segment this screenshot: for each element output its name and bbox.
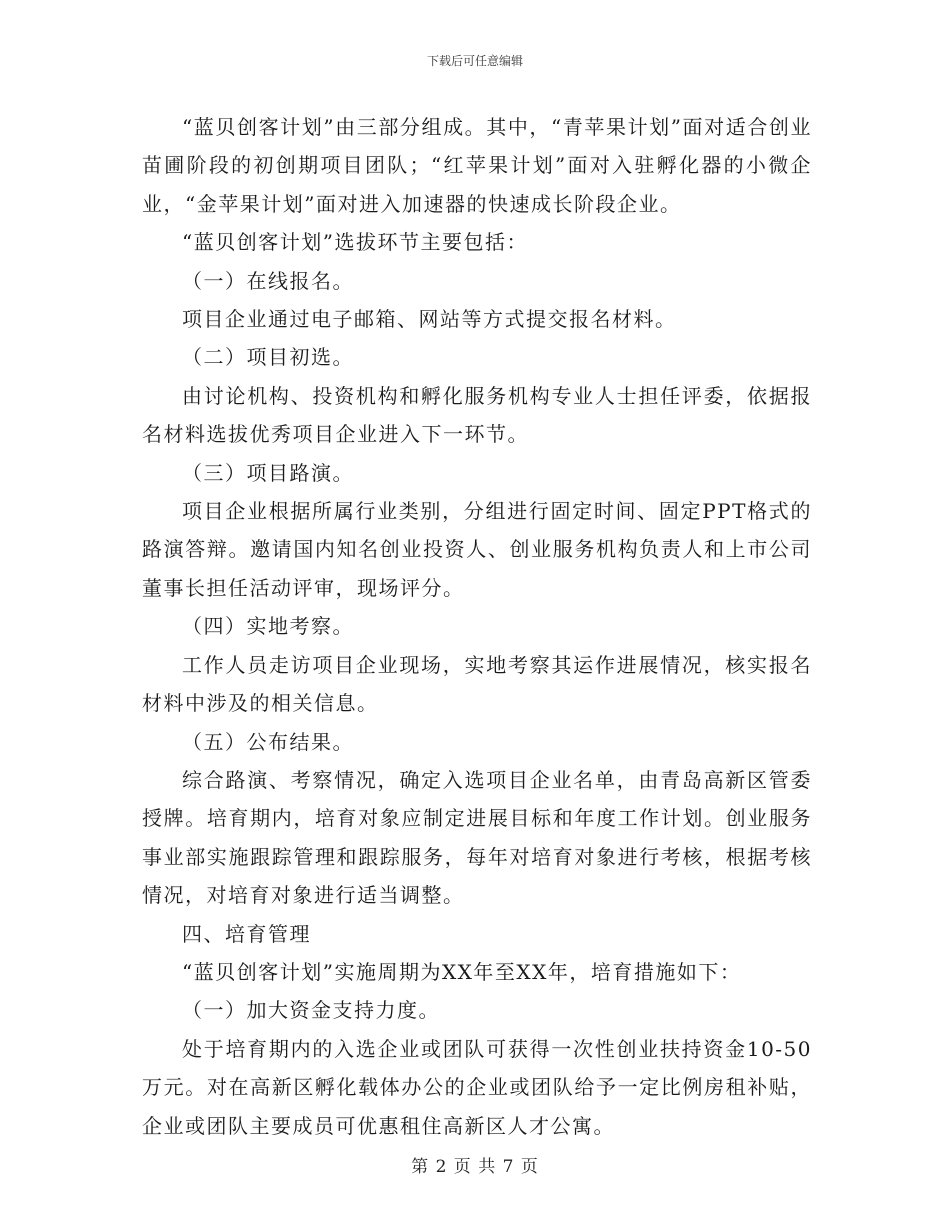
page-header: 下载后可任意编辑 bbox=[426, 54, 523, 68]
paragraph: 项目企业通过电子邮箱、网站等方式提交报名材料。 bbox=[182, 307, 677, 332]
section-heading: （一）加大资金支持力度。 bbox=[182, 998, 440, 1023]
paragraph: 工作人员走访项目企业现场，实地考察其运作进展情况，核实报名材料中涉及的相关信息。 bbox=[142, 652, 812, 716]
page-number: 第 2 页 共 7 页 bbox=[411, 1157, 539, 1177]
paragraph: 处于培育期内的入选企业或团队可获得一次性创业扶持资金10-50万元。对在高新区孵化载体办公的企业或团队给予一定比例房租补贴，企业或团队主要成员可优惠租住高新区人才公寓。 bbox=[142, 1036, 812, 1138]
paragraph: 项目企业根据所属行业类别，分组进行固定时间、固定PPT格式的路演答辩。邀请国内知名创业投资人、创业服务机构负责人和上市公司董事长担任活动评审，现场评分。 bbox=[142, 499, 812, 600]
paragraph: “蓝贝创客计划”实施周期为XX年至XX年，培育措施如下： bbox=[182, 959, 742, 984]
section-heading: （三）项目路演。 bbox=[182, 460, 354, 485]
paragraph: 综合路演、考察情况，确定入选项目企业名单，由青岛高新区管委授牌。培育期内，培育对象应制定进展目标和年度工作计划。创业服务事业部实施跟踪管理和跟踪服务，每年对培育对象进行考核，根据考核情况，对培育对象进行适当调整。 bbox=[142, 767, 812, 908]
section-heading: （四）实地考察。 bbox=[182, 614, 354, 639]
paragraph: “蓝贝创客计划”选拔环节主要包括： bbox=[182, 230, 528, 255]
section-heading: （一）在线报名。 bbox=[182, 268, 354, 293]
chapter-heading: 四、培育管理 bbox=[182, 921, 311, 946]
section-heading: （五）公布结果。 bbox=[182, 729, 354, 754]
paragraph: 由讨论机构、投资机构和孵化服务机构专业人士担任评委，依据报名材料选拔优秀项目企业进入下一环节。 bbox=[142, 383, 812, 447]
paragraph: “蓝贝创客计划”由三部分组成。其中，“青苹果计划”面对适合创业苗圃阶段的初创期项目团队；“红苹果计划”面对入驻孵化器的小微企业，“金苹果计划”面对进入加速器的快速成长阶段企业。 bbox=[142, 115, 812, 216]
document-body bbox=[142, 108, 812, 1145]
section-heading: （二）项目初选。 bbox=[182, 345, 354, 370]
